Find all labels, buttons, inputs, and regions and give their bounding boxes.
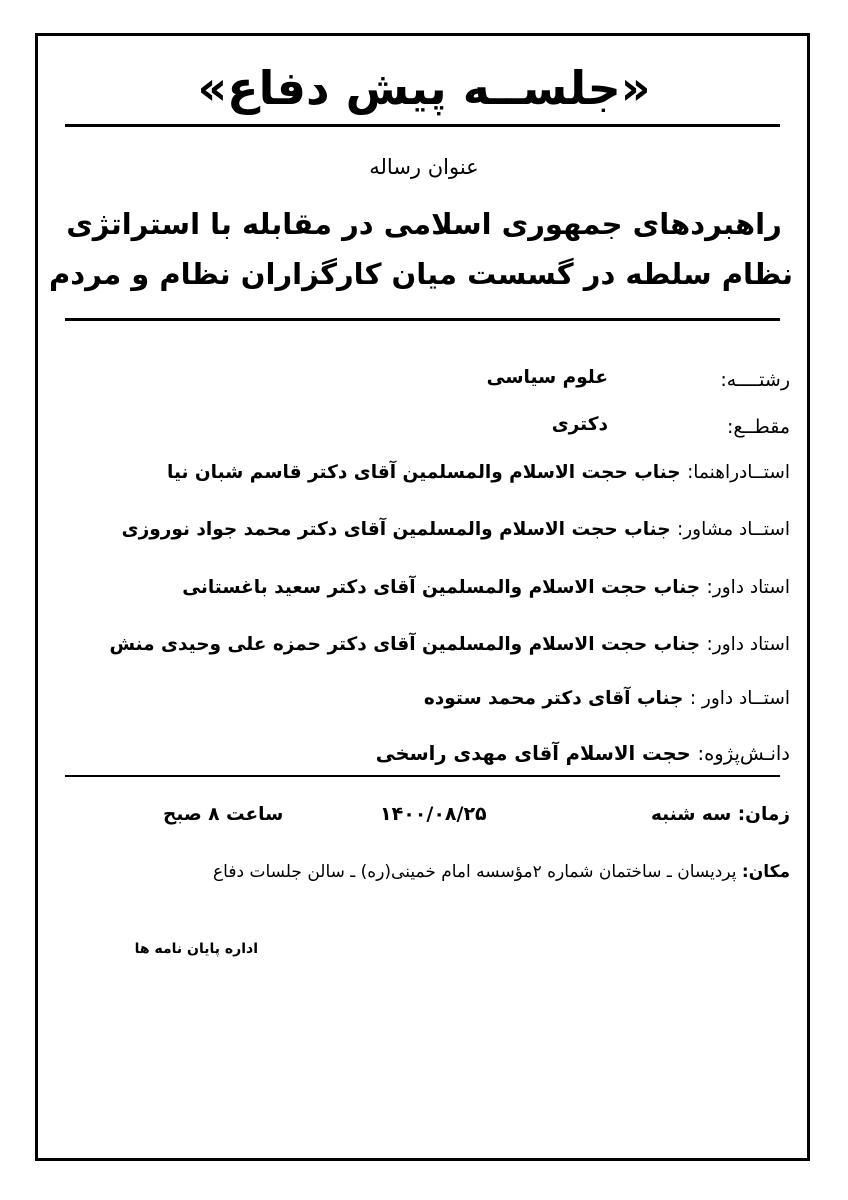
schedule-day-value: سه شنبه (650, 804, 738, 825)
title-divider (65, 124, 780, 127)
referee-1-row (182, 574, 790, 602)
location-row (213, 858, 790, 886)
advisor-label: استــاد مشاور: (677, 519, 790, 540)
referee-1-label: استاد داور: (706, 577, 790, 598)
referee-2-row (109, 631, 790, 659)
field-value: علوم سیاسی (486, 367, 608, 388)
referee-3-label: استــاد داور : (689, 688, 790, 709)
schedule-divider (65, 775, 780, 777)
location-label: مکان: (741, 862, 790, 882)
schedule-date: ۱۴۰۰/۰۸/۲۵ (380, 803, 487, 825)
supervisor-row (167, 459, 790, 487)
researcher-label: دانـش‌پژوه: (697, 742, 790, 765)
document-title: «جلســه پیش دفاع» (197, 61, 651, 115)
thesis-title-line-1: راهبردهای جمهوری اسلامی در مقابله با استراتژی (66, 207, 782, 241)
supervisor-name: جناب حجت الاسلام والمسلمین آقای دکتر قاسم شبان نیا (167, 462, 688, 483)
thesis-heading: عنوان رساله (369, 155, 479, 179)
advisor-name: جناب حجت الاسلام والمسلمین آقای دکتر محمد جواد نوروزی (121, 519, 678, 540)
referee-2-name: جناب حجت الاسلام والمسلمین آقای دکتر حمزه علی وحیدی منش (109, 634, 707, 655)
thesis-office-note: اداره پایان نامه ها (134, 941, 258, 957)
schedule-day (651, 801, 790, 829)
referee-1-name: جناب حجت الاسلام والمسلمین آقای دکتر سعید باغستانی (182, 577, 707, 598)
location-value: پردیسان ـ ساختمان شماره ۲مؤسسه امام خمینی(ره) ـ سالن جلسات دفاع (213, 862, 742, 882)
advisor-row (122, 516, 790, 544)
referee-3-row (424, 685, 790, 713)
schedule-day-label: زمان: (737, 804, 790, 825)
field-label: رشتــــه: (720, 369, 790, 391)
thesis-title-line-2: نظام سلطه در گسست میان کارگزاران نظام و مردم (49, 257, 793, 291)
supervisor-label: استــادراهنما: (687, 462, 790, 483)
schedule-time: ساعت ۸ صبح (163, 804, 284, 825)
referee-2-label: استاد داور: (706, 634, 790, 655)
level-value: دکتری (551, 414, 608, 435)
level-label: مقطــع: (726, 416, 790, 438)
referee-3-name: جناب آقای دکتر محمد ستوده (423, 688, 690, 709)
researcher-name: حجت الاسلام آقای مهدی راسخی (375, 742, 698, 765)
thesis-divider (65, 318, 780, 321)
researcher-row (376, 740, 790, 768)
